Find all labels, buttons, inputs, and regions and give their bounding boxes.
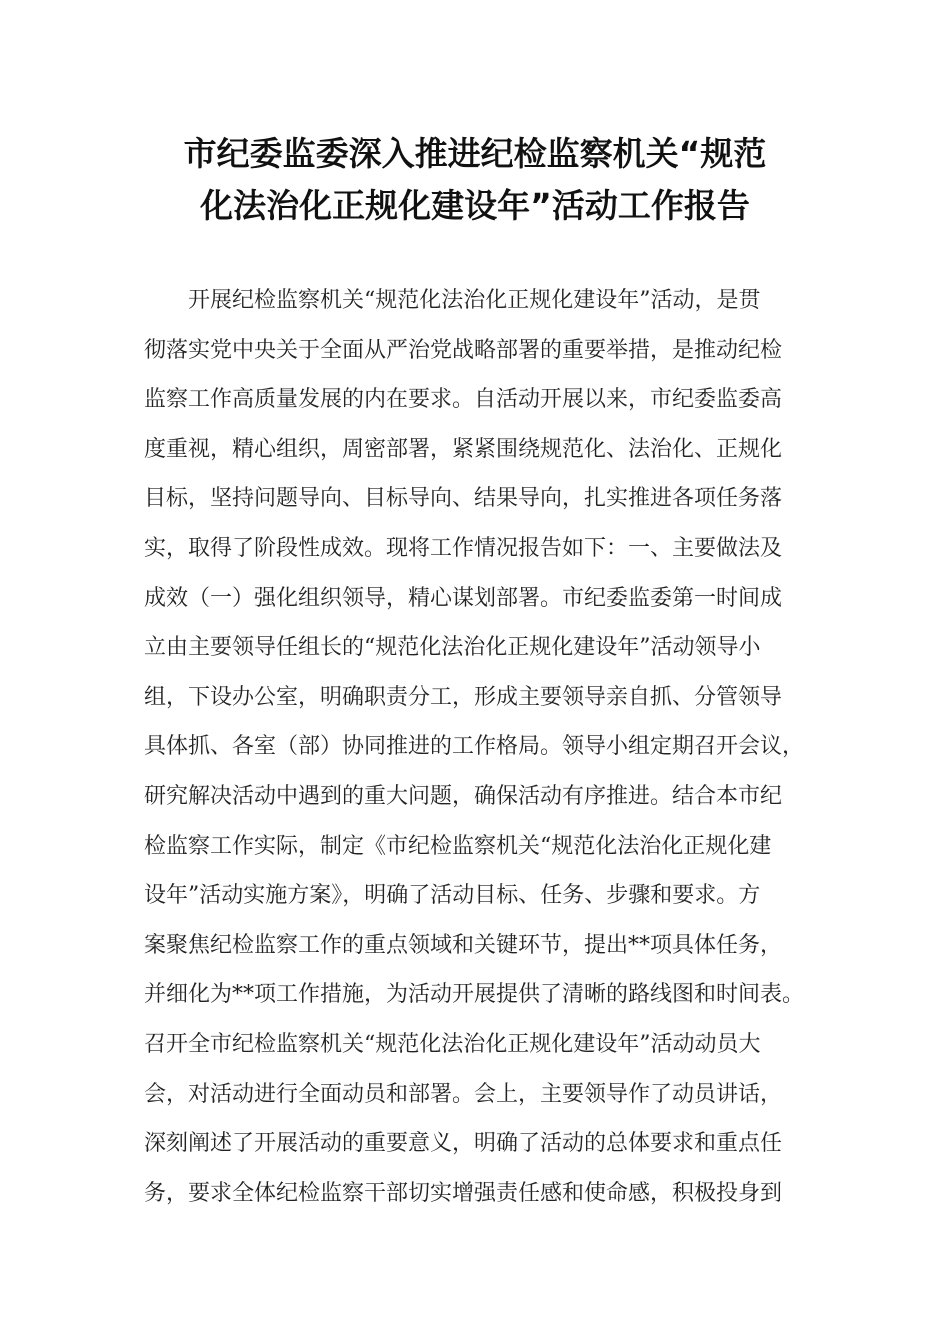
report-body	[144, 276, 824, 1218]
body-line: 召开全市纪检监察机关“规范化法治化正规化建设年”活动动员大	[144, 1031, 761, 1057]
document-title	[120, 128, 830, 232]
body-line: 彻落实党中央关于全面从严治党战略部署的重要举措，是推动纪检	[144, 337, 783, 363]
body-line: 实，取得了阶段性成效。现将工作情况报告如下：一、主要做法及	[144, 535, 783, 561]
body-line: 目标，坚持问题导向、目标导向、结果导向，扎实推进各项任务落	[144, 486, 783, 512]
body-line: 设年”活动实施方案》，明确了活动目标、任务、步骤和要求。方	[144, 883, 761, 909]
body-line: 深刻阐述了开展活动的重要意义，明确了活动的总体要求和重点任	[144, 1131, 783, 1157]
body-line: 检监察工作实际，制定《市纪检监察机关“规范化法治化正规化建	[144, 833, 772, 859]
body-line: 立由主要领导任组长的“规范化法治化正规化建设年”活动领导小	[144, 635, 761, 661]
body-line: 成效（一）强化组织领导，精心谋划部署。市纪委监委第一时间成	[144, 585, 783, 611]
body-line: 开展纪检监察机关“规范化法治化正规化建设年”活动，是贯	[188, 288, 761, 313]
body-line: 务，要求全体纪检监察干部切实增强责任感和使命感，积极投身到	[144, 1180, 783, 1206]
body-line: 组，下设办公室，明确职责分工，形成主要领导亲自抓、分管领导	[144, 684, 783, 710]
title-line-1: 市纪委监委深入推进纪检监察机关“规范	[183, 134, 767, 173]
title-line-2: 化法治化正规化建设年”活动工作报告	[200, 186, 750, 225]
body-line: 案聚焦纪检监察工作的重点领域和关键环节，提出**项具体任务，	[144, 932, 783, 958]
body-line: 监察工作高质量发展的内在要求。自活动开展以来，市纪委监委高	[144, 387, 783, 413]
body-line: 并细化为**项工作措施，为活动开展提供了清晰的路线图和时间表。	[144, 982, 805, 1008]
body-line: 度重视，精心组织，周密部署，紧紧围绕规范化、法治化、正规化	[144, 436, 783, 462]
body-line: 研究解决活动中遇到的重大问题，确保活动有序推进。结合本市纪	[144, 783, 783, 809]
body-line: 具体抓、各室（部）协同推进的工作格局。领导小组定期召开会议，	[144, 734, 805, 760]
body-line: 会，对活动进行全面动员和部署。会上，主要领导作了动员讲话，	[144, 1081, 783, 1107]
